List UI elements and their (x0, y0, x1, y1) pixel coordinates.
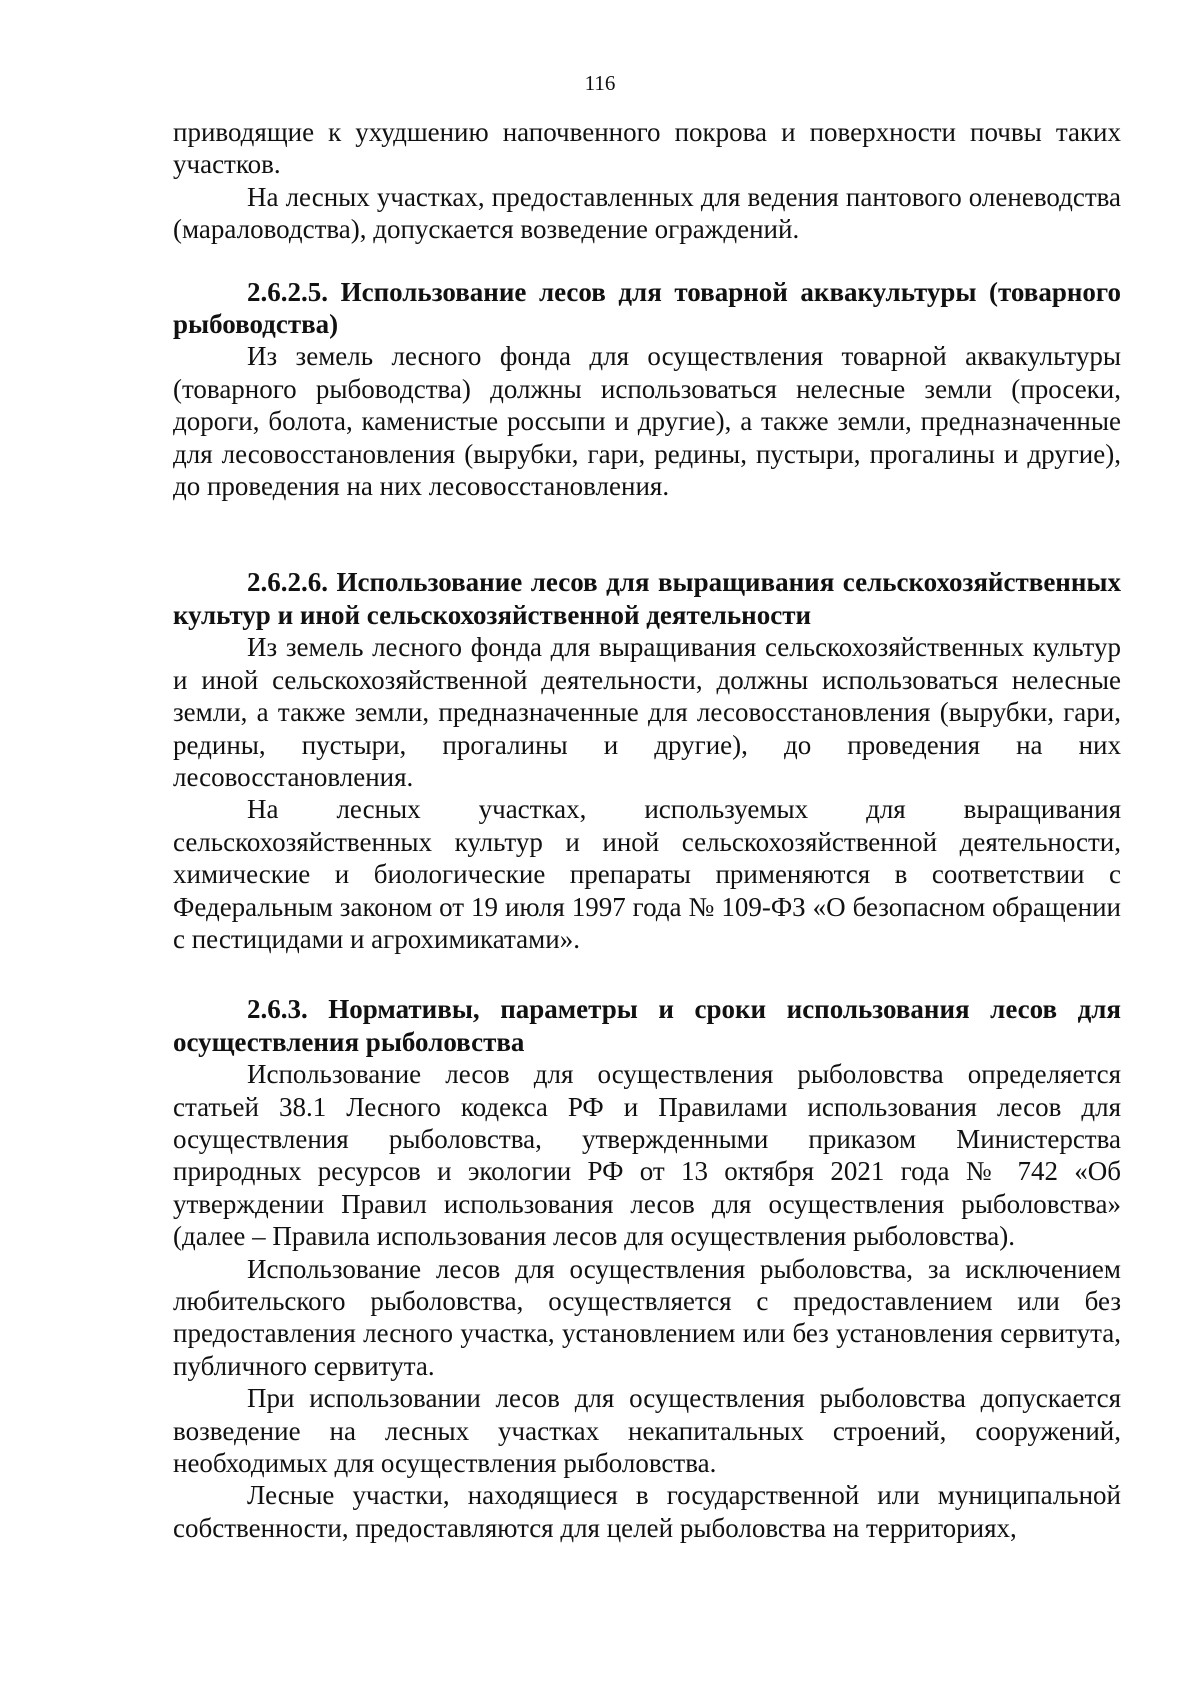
page-number: 116 (584, 71, 616, 95)
paragraph-fishing-use: Использование лесов для осуществления рыболовства, за исключением любительского рыболовства, осуществляется с предоставлением или без предоставления лесного участка, установлением или без установления сервитута, публичного сервитута. (173, 1253, 1121, 1381)
paragraph-fencing: На лесных участках, предоставленных для ведения пантового оленеводства (мараловодства), допускается возведение ограждений. (173, 181, 1121, 245)
document-body (173, 116, 1121, 1544)
section-heading-2-6-2-5: 2.6.2.5. Использование лесов для товарной аквакультуры (товарного рыбоводства) (173, 276, 1121, 340)
section-heading-2-6-3: 2.6.3. Нормативы, параметры и сроки использования лесов для осуществления рыболовства (173, 994, 1121, 1057)
paragraph-agriculture-chemicals: На лесных участках, используемых для выращивания сельскохозяйственных культур и иной сельскохозяйственной деятельности, химические и биологические препараты применяются в соответствии с Федеральным законом от 19 июля 1997 года № 109-ФЗ «О безопасном обращении с пестицидами и агрохимикатами». (173, 794, 1121, 954)
paragraph-fishing-plots: Лесные участки, находящиеся в государственной или муниципальной собственности, предоставляются для целей рыболовства на территориях, (173, 1480, 1121, 1543)
paragraph-fishing-rules: Использование лесов для осуществления рыболовства определяется статьей 38.1 Лесного кодекса РФ и Правилами использования лесов для осуществления рыболовства, утвержденными приказом Министерства природных ресурсов и экологии РФ от 13 октября 2021 года № 742 «Об утверждении Правил использования лесов для осуществления рыболовства» (далее – Правила использования лесов для осуществления рыболовства). (173, 1059, 1121, 1252)
paragraph-continuation: приводящие к ухудшению напочвенного покрова и поверхности почвы таких участков. (173, 117, 1121, 180)
paragraph-aquaculture-lands: Из земель лесного фонда для осуществления товарной аквакультуры (товарного рыбоводства) должны использоваться нелесные земли (просеки, дороги, болота, каменистые россыпи и другие), а также земли, предназначенные для лесовосстановления (вырубки, гари, редины, пустыри, прогалины и другие), до проведения на них лесовосстановления. (173, 341, 1121, 502)
section-heading-2-6-2-6: 2.6.2.6. Использование лесов для выращивания сельскохозяйственных культур и иной сельскохозяйственной деятельности (173, 567, 1121, 630)
paragraph-agriculture-lands: Из земель лесного фонда для выращивания сельскохозяйственных культур и иной сельскохозяйственной деятельности, должны использоваться нелесные земли, а также земли, предназначенные для лесовосстановления (вырубки, гари, редины, пустыри, прогалины и другие), до проведения на них лесовосстановления. (173, 632, 1121, 792)
paragraph-fishing-structures: При использовании лесов для осуществления рыболовства допускается возведение на лесных участках некапитальных строений, сооружений, необходимых для осуществления рыболовства. (173, 1383, 1121, 1479)
